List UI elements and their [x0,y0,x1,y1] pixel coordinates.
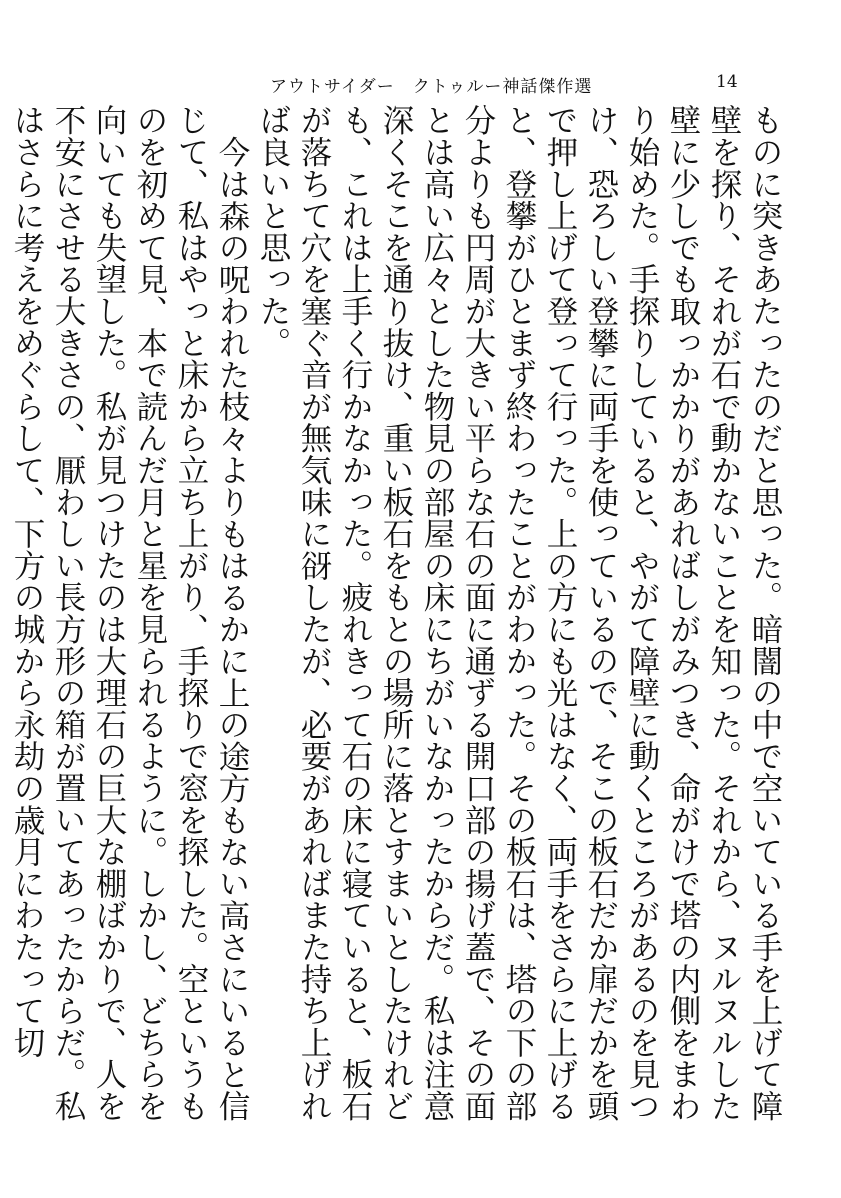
vertical-body-text [9,104,785,1124]
page-number: 14 [716,72,738,92]
paragraph-1: ものに突きあたったのだと思った。暗闇の中で空いている手を上げて障壁を探り、それが石で動かないことを知った。それから、ヌルヌルした壁に少しでも取っかかりがあればしがみつき、命がけで塔の内側をまわり始めた。手探りしていると、やがて障壁に動くところがあるのを見つけ、恐ろしい登攀に両手を使っているので、そこの板石だか扉だかを頭で押し上げて登って行った。上の方にも光はなく、両手をさらに上げると、登攀がひとまず終わったことがわかった。その板石は、塔の下の部分よりも円周が大きい平らな石の面に通ずる開口部の揚げ蓋で、その面とは高い広々とした物見の部屋の床にちがいなかったからだ。私は注意深くそこを通り抜け、重い板石をもとの場所に落とすまいとしたけれども、これは上手く行かなかった。疲れきって石の床に寝ていると、板石が落ちて穴を塞ぐ音が無気味に谺したが、必要があればまた持ち上げれば良いと思った。 [255,104,783,1122]
running-title: アウトサイダー クトゥルー神話傑作選 [270,77,593,97]
paragraph-2: 今は森の呪われた枝々よりもはるかに上の途方もない高さにいると信じて、私はやっと床から立ち上がり、手探りで窓を探した。空というものを初めて見、本で読んだ月と星を見られるように。しかし、どちらを向いても失望した。私が見つけたのは大理石の巨大な棚ばかりで、人を不安にさせる大きさの、厭わしい長方形の箱が置いてあったからだ。私はさらに考えをめぐらして、下方の城から永劫の歳月にわたって切 [9,104,250,1122]
